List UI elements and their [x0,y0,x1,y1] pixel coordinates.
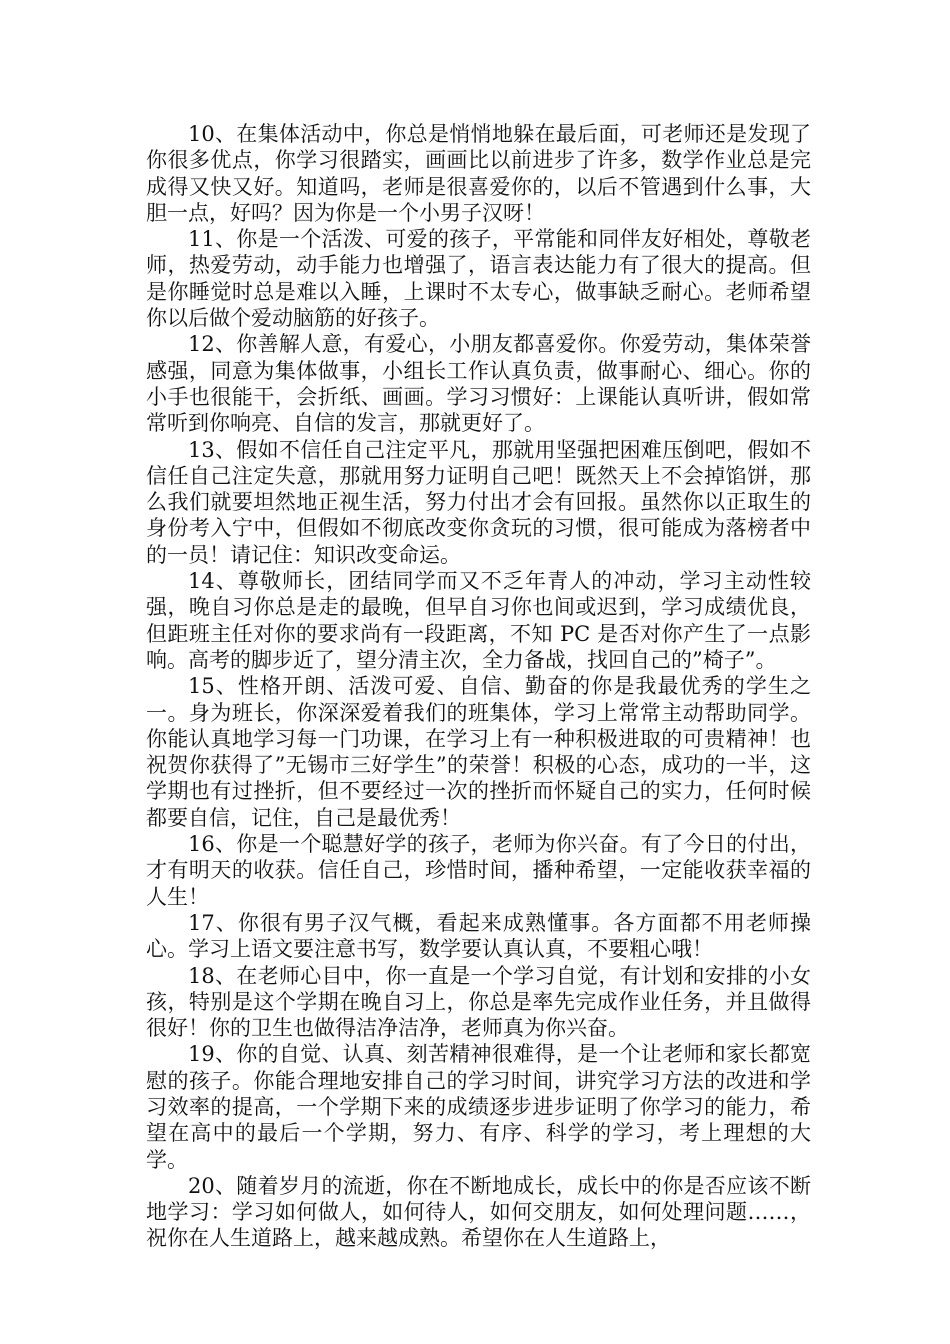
comment-paragraph-16: 16、你是一个聪慧好学的孩子，老师为你兴奋。有了今日的付出，才有明天的收获。信任自己，珍惜时间，播种希望，一定能收获幸福的人生！ [146,832,811,909]
comment-paragraph-10: 10、在集体活动中，你总是悄悄地躲在最后面，可老师还是发现了你很多优点，你学习很踏实，画画比以前进步了许多，数学作业总是完成得又快又好。知道吗，老师是很喜爱你的，以后不管遇到什么事，大胆一点，好吗？因为你是一个小男子汉呀！ [146,122,811,225]
comment-paragraph-19: 19、你的自觉、认真、刻苦精神很难得，是一个让老师和家长都宽慰的孩子。你能合理地安排自己的学习时间，讲究学习方法的改进和学习效率的提高，一个学期下来的成绩逐步进步证明了你学习的能力，希望在高中的最后一个学期，努力、有序、科学的学习，考上理想的大学。 [146,1042,811,1172]
document-body [146,121,811,1252]
comment-paragraph-12: 12、你善解人意，有爱心，小朋友都喜爱你。你爱劳动，集体荣誉感强，同意为集体做事，小组长工作认真负责，做事耐心、细心。你的小手也很能干，会折纸、画画。学习习惯好：上课能认真听讲，假如常常听到你响亮、自信的发言，那就更好了。 [146,332,811,436]
comment-paragraph-14: 14、尊敬师长，团结同学而又不乏年青人的冲动，学习主动性较强，晚自习你总是走的最晚，但早自习你也间或迟到，学习成绩优良，但距班主任对你的要求尚有一段距离，不知 PC 是否对你产生了一点影响。高考的脚步近了，望分清主次，全力备战，找回自己的”椅子”。 [146,569,811,672]
comment-paragraph-18: 18、在老师心目中，你一直是一个学习自觉，有计划和安排的小女孩，特别是这个学期在晚自习上，你总是率先完成作业任务，并且做得很好！你的卫生也做得洁净洁净，老师真为你兴奋。 [146,963,811,1041]
comment-paragraph-11: 11、你是一个活泼、可爱的孩子，平常能和同伴友好相处，尊敬老师，热爱劳动，动手能力也增强了，语言表达能力有了很大的提高。但是你睡觉时总是难以入睡，上课时不太专心，做事缺乏耐心。老师希望你以后做个爱动脑筋的好孩子。 [146,227,811,331]
comment-paragraph-13: 13、假如不信任自己注定平凡，那就用坚强把困难压倒吧，假如不信任自己注定失意，那就用努力证明自己吧！既然天上不会掉馅饼，那么我们就要坦然地正视生活，努力付出才会有回报。虽然你以正取生的身份考入宁中，但假如不彻底改变你贪玩的习惯，很可能成为落榜者中的一员！请记住：知识改变命运。 [146,437,811,567]
comment-paragraph-15: 15、性格开朗、活泼可爱、自信、勤奋的你是我最优秀的学生之一。身为班长，你深深爱着我们的班集体，学习上常常主动帮助同学。你能认真地学习每一门功课，在学习上有一种积极进取的可贵精神！也祝贺你获得了”无锡市三好学生”的荣誉！积极的心态，成功的一半，这学期也有过挫折，但不要经过一次的挫折而怀疑自己的实力，任何时候都要自信，记住，自己是最优秀！ [146,674,811,830]
comment-paragraph-17: 17、你很有男子汉气概，看起来成熟懂事。各方面都不用老师操心。学习上语文要注意书写，数学要认真认真，不要粗心哦！ [146,910,811,962]
comment-paragraph-20: 20、随着岁月的流逝，你在不断地成长，成长中的你是否应该不断地学习：学习如何做人，如何待人，如何交朋友，如何处理问题……，祝你在人生道路上，越来越成熟。希望你在人生道路上， [146,1173,811,1251]
